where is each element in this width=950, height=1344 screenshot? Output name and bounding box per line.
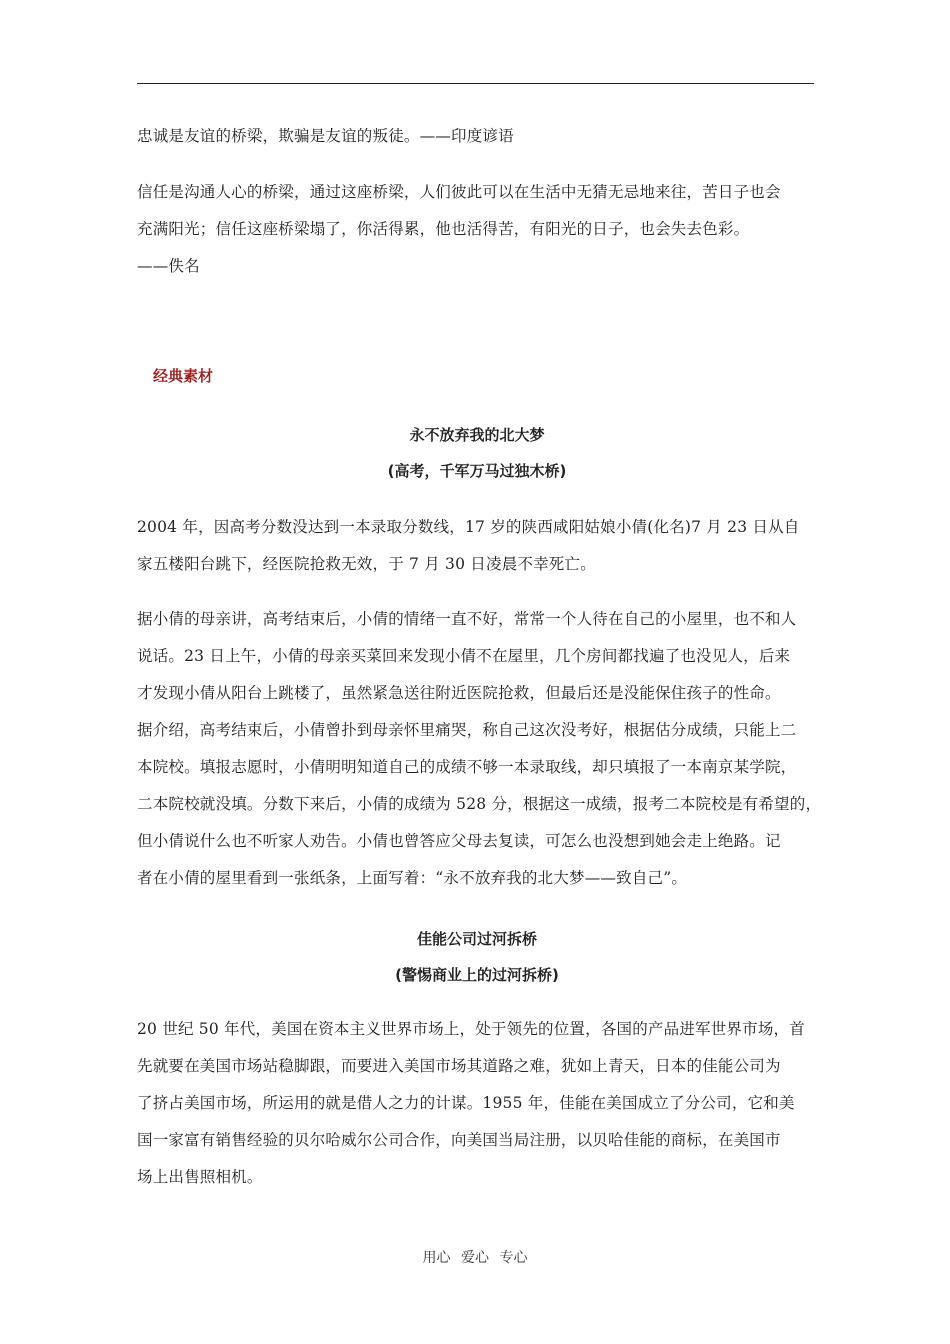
text-line: 家五楼阳台跳下，经医院抢救无效，于 7 月 30 日凌晨不幸死亡。 [137, 555, 596, 573]
text-line: 者在小倩的屋里看到一张纸条，上面写着：“永不放弃我的北大梦——致自己”。 [137, 869, 688, 887]
text-line: 但小倩说什么也不听家人劝告。小倩也曾答应父母去复读，可怎么也没想到她会走上绝路。记 [137, 832, 781, 850]
quote-1 [137, 118, 817, 155]
story-1-title: 永不放弃我的北大梦 [409, 426, 545, 444]
text-line: 忠诚是友谊的桥梁，欺骗是友谊的叛徒。——印度谚语 [137, 127, 514, 145]
text-line: 本院校。填报志愿时，小倩明明知道自己的成绩不够一本录取线，却只填报了一本南京某学院， [137, 758, 797, 776]
story-1-paragraph-1 [137, 509, 817, 583]
header-rule [137, 83, 814, 84]
story-2-title: 佳能公司过河拆桥 [416, 930, 537, 948]
text-line: 据小倩的母亲讲，高考结束后，小倩的情绪一直不好，常常一个人待在自己的小屋里，也不和人 [137, 610, 797, 628]
text-line: 充满阳光；信任这座桥梁塌了，你活得累，他也活得苦，有阳光的日子，也会失去色彩。 [137, 220, 750, 238]
story-2-paragraph-1 [137, 1011, 817, 1196]
text-line: ——佚名 [137, 257, 200, 275]
page-footer: 用心 爱心 专心 [422, 1250, 528, 1266]
text-line: 先就要在美国市场站稳脚跟，而要进入美国市场其道路之难，犹如上青天，日本的佳能公司为 [137, 1057, 781, 1075]
quote-2 [137, 174, 817, 285]
section-heading: 经典素材 [153, 367, 214, 385]
story-2-subtitle: (警惕商业上的过河拆桥) [395, 966, 559, 984]
text-line: 才发现小倩从阳台上跳楼了，虽然紧急送往附近医院抢救，但最后还是没能保住孩子的性命。 [137, 684, 781, 702]
story-1-subtitle: (高考，千军万马过独木桥) [387, 462, 567, 480]
text-line: 信任是沟通人心的桥梁，通过这座桥梁，人们彼此可以在生活中无猜无忌地来往，苦日子也会 [137, 183, 781, 201]
text-line: 说话。23 日上午，小倩的母亲买菜回来发现小倩不在屋里，几个房间都找遍了也没见人，后来 [137, 647, 791, 665]
story-1-paragraph-2 [137, 601, 822, 897]
text-line: 国一家富有销售经验的贝尔哈威尔公司合作，向美国当局注册，以贝哈佳能的商标，在美国市 [137, 1131, 781, 1149]
text-line: 二本院校就没填。分数下来后，小倩的成绩为 528 分，根据这一成绩，报考二本院校是有希望的， [137, 795, 822, 813]
text-line: 据介绍，高考结束后，小倩曾扑到母亲怀里痛哭，称自己这次没考好，根据估分成绩，只能上二 [137, 721, 797, 739]
text-line: 20 世纪 50 年代，美国在资本主义世界市场上，处于领先的位置，各国的产品进军世界市场，首 [137, 1020, 805, 1038]
text-line: 了挤占美国市场，所运用的就是借人之力的计谋。1955 年，佳能在美国成立了分公司，它和美 [137, 1094, 795, 1112]
text-line: 场上出售照相机。 [137, 1168, 263, 1186]
text-line: 2004 年，因高考分数没达到一本录取分数线，17 岁的陕西咸阳姑娘小倩(化名)7 月 23 日从自 [137, 518, 800, 536]
